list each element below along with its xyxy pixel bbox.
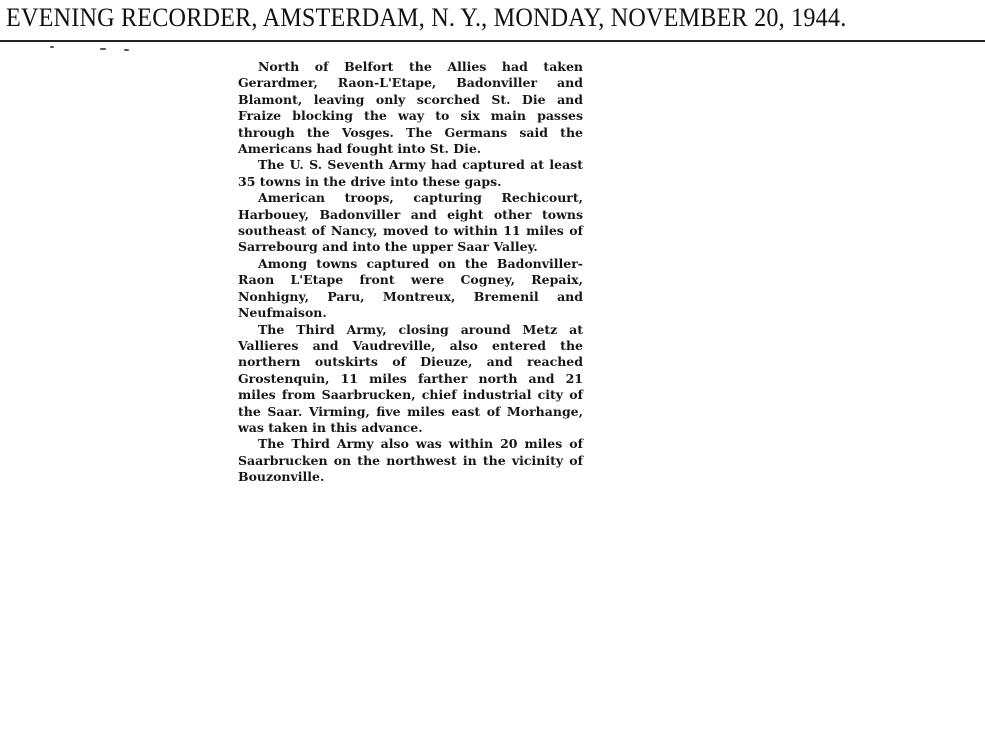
masthead-rule bbox=[0, 40, 985, 42]
news-article bbox=[238, 59, 583, 486]
article-paragraph: North of Belfort the Allies had taken Gerardmer, Raon-L'Etape, Badonviller and Blamont, leaving only scorched St. Die and Fraize blocking the way to six main passes through the Vosges. The Germans said the Americans had fought into St. Die. bbox=[238, 59, 583, 157]
print-speck bbox=[124, 49, 129, 51]
article-paragraph: Among towns captured on the Badonviller-Raon L'Etape front were Cogney, Repaix, Nonhigny, Paru, Montreux, Bremenil and Neufmaison. bbox=[238, 255, 583, 321]
newspaper-masthead bbox=[0, 2, 985, 40]
article-paragraph: American troops, capturing Rechicourt, Harbouey, Badonviller and eight other towns southeast of Nancy, moved to within 11 miles of Sarrebourg and into the upper Saar Valley. bbox=[238, 190, 583, 255]
article-paragraph: The U. S. Seventh Army had captured at least 35 towns in the drive into these gaps. bbox=[238, 157, 583, 189]
article-paragraph: The Third Army, closing around Metz at Vallieres and Vaudreville, also entered the northern outskirts of Dieuze, and reached Grostenquin, 11 miles farther north and 21 miles from Saarbrucken, chief industrial city of the Saar. Virming, five miles east of Morhange, was taken in this advance. bbox=[238, 321, 583, 435]
print-speck bbox=[50, 46, 54, 48]
masthead-title: EVENING RECORDER, AMSTERDAM, N. Y., MONDAY, NOVEMBER 20, 1944. bbox=[6, 3, 847, 32]
print-speck bbox=[100, 48, 106, 50]
article-paragraph: The Third Army also was within 20 miles of Saarbrucken on the northwest in the vicinity of Bouzonville. bbox=[238, 436, 583, 485]
